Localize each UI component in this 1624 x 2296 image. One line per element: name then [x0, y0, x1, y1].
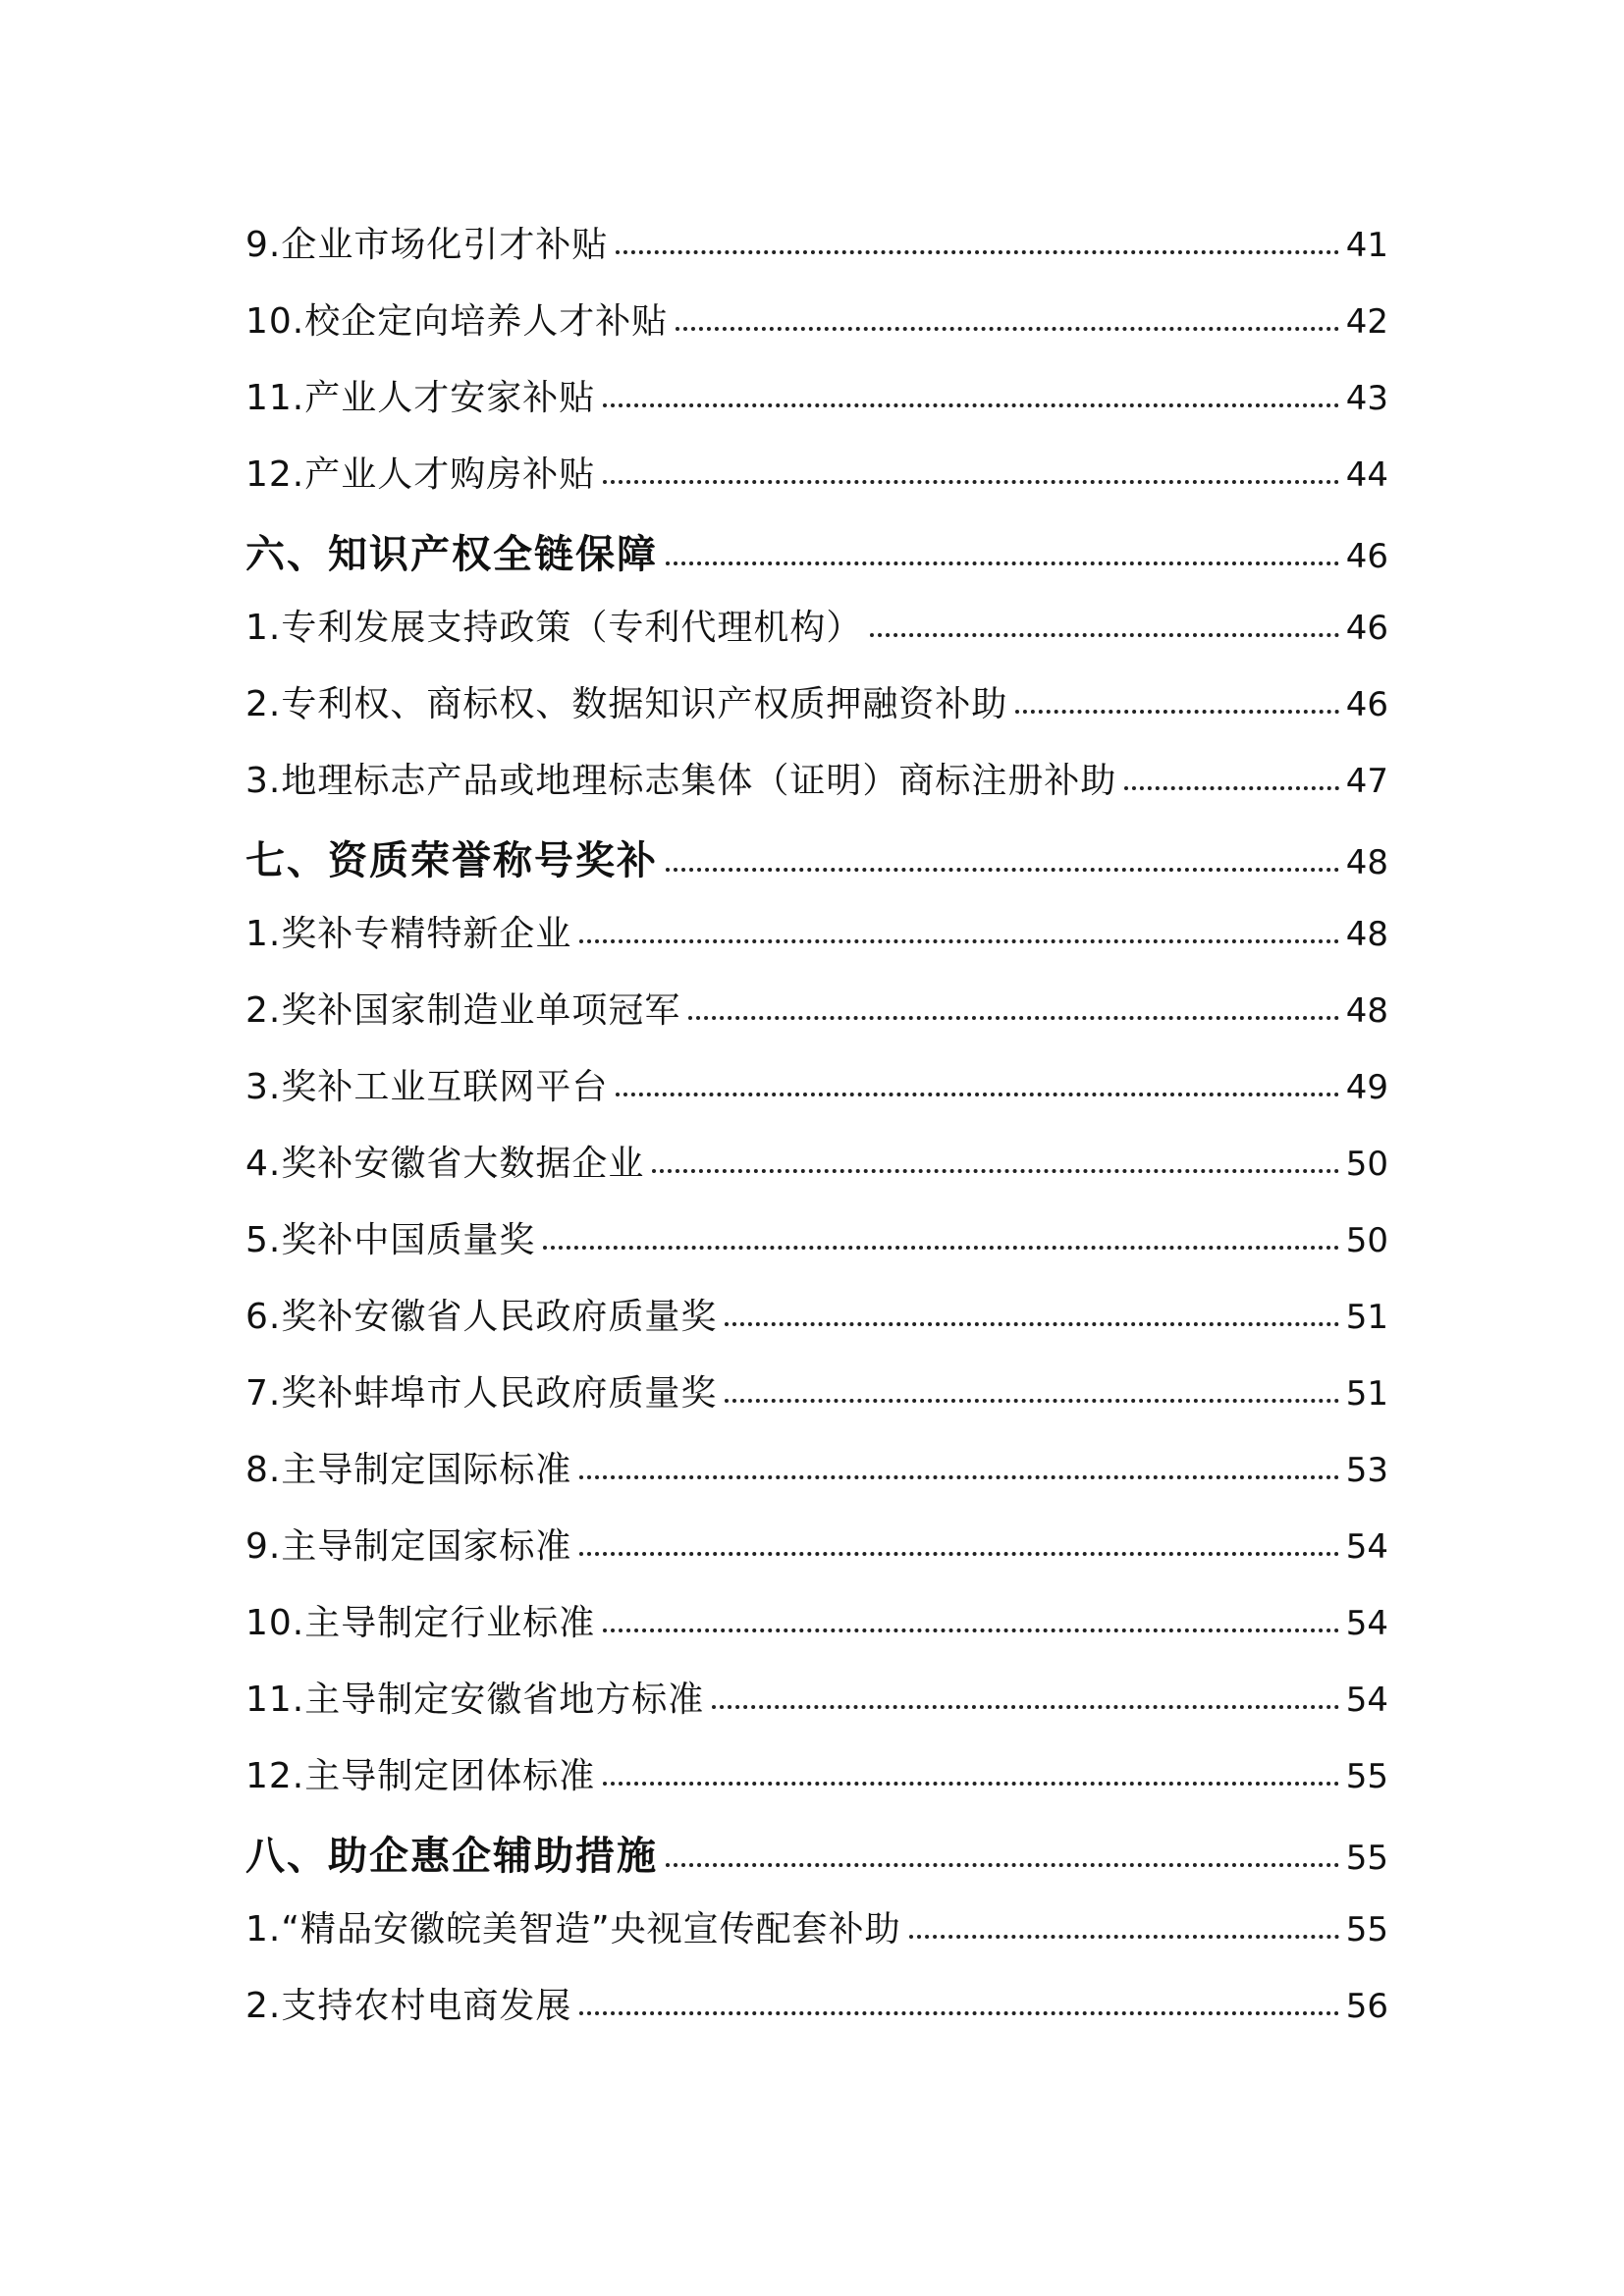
toc-section-heading[interactable]: [245, 829, 1388, 885]
dot-leader: [603, 1782, 1339, 1786]
toc-entry[interactable]: [245, 1978, 1388, 2028]
toc-entry[interactable]: [245, 983, 1388, 1033]
toc-section-title: 六、知识产权全链保障: [245, 532, 658, 577]
toc-entry-page: 54: [1345, 1527, 1388, 1567]
toc-entry-page: 55: [1345, 1757, 1388, 1796]
toc-entry-page: 44: [1345, 455, 1388, 495]
toc-entry-page: 46: [1345, 537, 1388, 576]
toc-entry[interactable]: [245, 1212, 1388, 1262]
toc-entry-page: 53: [1345, 1451, 1388, 1490]
toc-entry-title: 1.“精品安徽皖美智造”央视宣传配套补助: [245, 1909, 901, 1949]
toc-entry[interactable]: [245, 1672, 1388, 1722]
toc-entry-title: 12.产业人才购房补贴: [245, 454, 596, 495]
toc-entry[interactable]: [245, 1595, 1388, 1645]
toc-entry-page: 48: [1345, 991, 1388, 1031]
toc-entry[interactable]: [245, 1748, 1388, 1798]
toc-entry-title: 4.奖补安徽省大数据企业: [245, 1144, 645, 1184]
toc-entry-page: 46: [1345, 685, 1388, 724]
dot-leader: [666, 1863, 1339, 1867]
dot-leader: [725, 1399, 1339, 1403]
dot-leader: [543, 1246, 1339, 1250]
toc-entry[interactable]: [245, 1059, 1388, 1109]
toc-entry[interactable]: [245, 1365, 1388, 1415]
toc-entry[interactable]: [245, 600, 1388, 650]
toc-entry-title: 5.奖补中国质量奖: [245, 1220, 536, 1260]
dot-leader: [688, 1016, 1339, 1020]
toc-entry-page: 55: [1345, 1839, 1388, 1878]
toc-entry[interactable]: [245, 906, 1388, 956]
toc-entry-title: 1.专利发展支持政策（专利代理机构）: [245, 608, 863, 648]
dot-leader: [579, 939, 1339, 943]
toc-section-title: 七、资质荣誉称号奖补: [245, 838, 658, 883]
toc-entry-page: 50: [1345, 1221, 1388, 1260]
dot-leader: [579, 2011, 1339, 2015]
toc-entry-title: 3.奖补工业互联网平台: [245, 1067, 609, 1107]
toc-entry-title: 12.主导制定团体标准: [245, 1756, 596, 1796]
dot-leader: [666, 868, 1339, 872]
dot-leader: [666, 561, 1339, 565]
dot-leader: [616, 250, 1339, 254]
dot-leader: [616, 1093, 1339, 1096]
toc-entry[interactable]: [245, 1901, 1388, 1951]
toc-entry[interactable]: [245, 294, 1388, 344]
dot-leader: [909, 1935, 1339, 1939]
toc-entry[interactable]: [245, 1519, 1388, 1569]
toc-entry-title: 9.企业市场化引才补贴: [245, 225, 609, 265]
toc-entry[interactable]: [245, 370, 1388, 420]
toc-entry-page: 43: [1345, 379, 1388, 418]
toc-entry-title: 10.校企定向培养人才补贴: [245, 301, 669, 342]
toc-entry-page: 56: [1345, 1987, 1388, 2026]
toc-entry-title: 6.奖补安徽省人民政府质量奖: [245, 1297, 718, 1337]
toc-entry-page: 50: [1345, 1145, 1388, 1184]
dot-leader: [652, 1169, 1339, 1173]
toc-entry-page: 54: [1345, 1681, 1388, 1720]
toc-entry-title: 2.专利权、商标权、数据知识产权质押融资补助: [245, 684, 1008, 724]
toc-entry-title: 1.奖补专精特新企业: [245, 914, 572, 954]
dot-leader: [579, 1552, 1339, 1556]
toc-entry-title: 9.主导制定国家标准: [245, 1526, 572, 1567]
toc-entry-title: 8.主导制定国际标准: [245, 1450, 572, 1490]
toc-entry[interactable]: [245, 217, 1388, 267]
toc-entry-title: 2.支持农村电商发展: [245, 1986, 572, 2026]
toc-entry[interactable]: [245, 676, 1388, 726]
toc-entry[interactable]: [245, 1289, 1388, 1339]
toc-entry[interactable]: [245, 1136, 1388, 1186]
toc-entry[interactable]: [245, 753, 1388, 803]
toc-entry-page: 48: [1345, 843, 1388, 882]
dot-leader: [603, 480, 1339, 484]
toc-entry-title: 10.主导制定行业标准: [245, 1603, 596, 1643]
dot-leader: [603, 1629, 1339, 1632]
toc-entry-page: 51: [1345, 1374, 1388, 1414]
toc-entry-title: 11.主导制定安徽省地方标准: [245, 1680, 705, 1720]
toc-entry-page: 54: [1345, 1604, 1388, 1643]
toc-entry-page: 51: [1345, 1298, 1388, 1337]
toc-section-title: 八、助企惠企辅助措施: [245, 1834, 658, 1879]
toc-entry-title: 2.奖补国家制造业单项冠军: [245, 990, 681, 1031]
toc-section-heading[interactable]: [245, 1825, 1388, 1881]
toc-entry-page: 47: [1345, 762, 1388, 801]
toc-entry-title: 11.产业人才安家补贴: [245, 378, 596, 418]
dot-leader: [870, 633, 1339, 637]
toc-entry-page: 48: [1345, 915, 1388, 954]
toc-entry-page: 42: [1345, 302, 1388, 342]
toc-entry-title: 7.奖补蚌埠市人民政府质量奖: [245, 1373, 718, 1414]
dot-leader: [1124, 786, 1339, 790]
toc-entry-page: 41: [1345, 226, 1388, 265]
dot-leader: [579, 1475, 1339, 1479]
toc-entry-title: 3.地理标志产品或地理标志集体（证明）商标注册补助: [245, 761, 1117, 801]
dot-leader: [676, 327, 1339, 331]
dot-leader: [712, 1705, 1339, 1709]
toc-entry-page: 49: [1345, 1068, 1388, 1107]
toc-entry[interactable]: [245, 447, 1388, 497]
toc-entry-page: 55: [1345, 1910, 1388, 1949]
toc-entry-page: 46: [1345, 609, 1388, 648]
toc-section-heading[interactable]: [245, 523, 1388, 579]
dot-leader: [725, 1322, 1339, 1326]
toc-entry[interactable]: [245, 1442, 1388, 1492]
dot-leader: [603, 403, 1339, 407]
dot-leader: [1015, 710, 1339, 714]
